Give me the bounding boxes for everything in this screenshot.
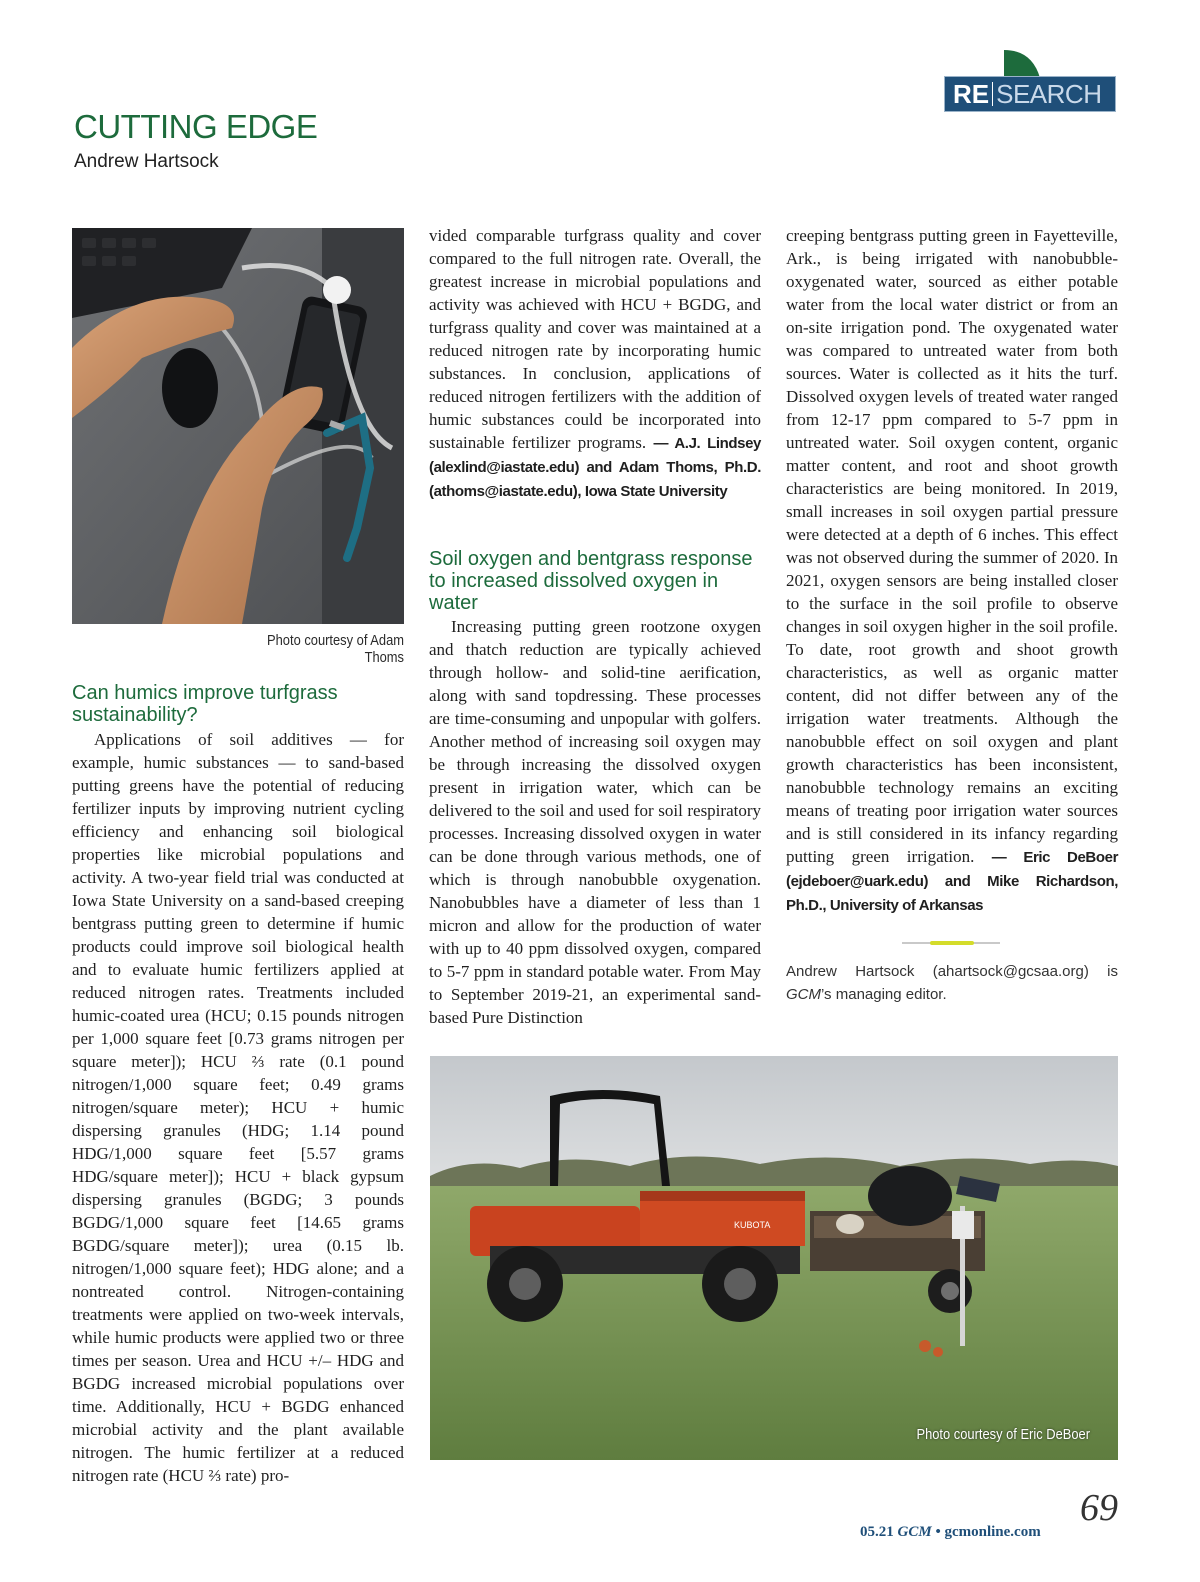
article2-byline: — Eric DeBoer (ejdeboer@uark.edu) and Mike Richardson, Ph.D., University of Arkansas [786,849,1119,914]
photo-credit-top: Photo courtesy of Adam Thoms [267,632,404,666]
photo-hands-tubing-illustration [72,228,404,624]
author-name: Andrew Hartsock [74,151,219,172]
bio-text-end: ’s managing editor. [821,986,947,1003]
section-title: CUTTING EDGE [74,108,318,145]
photo-hands-tubing [72,228,404,624]
bio-magazine: GCM [786,986,821,1003]
article2-body-col3 [786,224,1118,917]
article1-paragraph-1: Applications of soil additives — for example, humic substances — to sand-based putting greens have the potential of reducing fertilizer inputs by improving nutrient cycling efficiency and enhancing soil biological properties like microbial populations and activity. A two-year field trial was conducted at Iowa State University on a sand-based creeping bentgrass putting green to determine if humic products could improve soil biological health and to evaluate humic fertilizers applied at reduced nitrogen rates. Treatments included humic-coated urea (HCU; 0.15 pounds nitrogen per 1,000 square feet [0.73 grams nitrogen per square meter]); HCU ⅔ rate (0.1 pound nitrogen/1,000 square feet; 0.49 grams nitrogen/square meter); HCU + humic dispersing granules (HDG; 1.14 pound HDG/1,000 square feet [5.57 grams HDG/square meter]); HCU + black gypsum dispersing granules (BGDG; 3 pounds BGDG/1,000 square feet [14.65 grams BGDG/square meter]); urea (0.15 lb. nitrogen/1,000 square feet); HDG alone; and a nontreated control. Nitrogen-containing treatments were applied on two-week intervals, while humic products were applied two or three times per season. Urea and HCU +/– HDG and BGDG increased microbial populations over time. Additionally, HCU + BGDG enhanced microbial activity and the plant available nitrogen. The humic fertilizer at a reduced nitrogen rate (HCU ⅔ rate) pro- [72,730,404,1485]
research-logo [944,46,1118,112]
logo-re: RE [953,79,990,109]
footer-site: gcmonline.com [944,1524,1041,1540]
article1-body-col1 [72,728,404,1487]
photo-utility-vehicle [430,1056,1118,1460]
page-footer [860,1524,1041,1541]
article2-paragraph-1: Increasing putting green rootzone oxygen and thatch reduction are typically achieved through hollow- and solid-tine aerification, along with sand topdressing. These processes are time-consuming and unpopular with golfers. Another method of increasing soil oxygen may be through increasing the dissolved oxygen present in irrigation water, which can be delivered to the soil and used for soil respiratory processes. Increasing dissolved oxygen in water can be done through various methods, one of which is through nanobubble oxygenation. Nanobubbles have a diameter of less than 1 micron and allow for the production of water with up to 40 ppm dissolved oxygen, compared to 5-7 ppm in standard potable water. From May to September 2019-21, an experimental sand-based Pure Distinction [429,617,761,1027]
article2-paragraph-2 [786,224,1118,917]
article1-byline: — A.J. Lindsey (alexlind@iastate.edu) and Adam Thoms, Ph.D. (athoms@iastate.edu), Iowa State University [429,435,761,500]
research-logo-bar [944,76,1116,112]
article2-body-col2 [429,615,761,1029]
vehicle-brand-label: KUBOTA [734,1220,771,1230]
photo-credit-bottom: Photo courtesy of Eric DeBoer [916,1426,1090,1443]
section-divider [902,942,1000,944]
footer-issue: 05.21 [860,1524,894,1540]
leaf-icon [1002,48,1042,78]
article2-continued-text: creeping bentgrass putting green in Fayetteville, Ark., is being irrigated with nanobubble-oxygenated water, sourced as either potable water from the local water district or from an on-site irrigation pond. The oxygenated water was compared to untreated water from both sources. Water is collected as it hits the turf. Dissolved oxygen levels of treated water ranged from 12-17 ppm compared to 5-7 ppm in untreated water. Soil oxygen content, organic matter content, and root and shoot growth characteristics are being monitored. In 2019, small increases in soil oxygen partial pressure were detected at a depth of 6 inches. This effect was not observed during the summer of 2020. In 2021, oxygen sensors are being installed closer to the surface in the soil profile to observe changes in soil oxygen higher in the soil profile. To date, root growth and shoot growth characteristics, as well as organic matter content, did not differ between any of the irrigation water treatments. Although the nanobubble effect on soil oxygen and plant growth characteristics has been inconsistent, nanobubble technology remains an exciting means of treating poor irrigation water sources and is still considered in its infancy regarding putting green irrigation. [786,226,1118,866]
footer-bullet: • [935,1524,941,1540]
logo-search: SEARCH [996,79,1102,109]
author-bio [786,960,1118,1006]
photo-utility-vehicle-illustration [430,1056,1118,1460]
article1-headline: Can humics improve turfgrass sustainability? [72,682,338,726]
article1-continued-text: vided comparable turfgrass quality and cover compared to the full nitrogen rate. Overall, the greatest increase in microbial populations and activity was achieved with HCU + BGDG, and turfgrass quality and cover was maintained at a reduced nitrogen rate by incorporating humic substances. In conclusion, applications of reduced nitrogen fertilizers with the addition of humic substances could be incorporated into sustainable fertilizer programs. [429,226,761,452]
article2-headline: Soil oxygen and bentgrass response to increased dissolved oxygen in water [429,548,753,614]
footer-magazine: GCM [897,1524,932,1540]
article1-paragraph-2 [429,224,761,503]
page-number: 69 [1080,1487,1118,1529]
bio-text-start: Andrew Hartsock (ahartsock@gcsaa.org) is [786,963,1118,980]
article1-body-col2 [429,224,761,503]
